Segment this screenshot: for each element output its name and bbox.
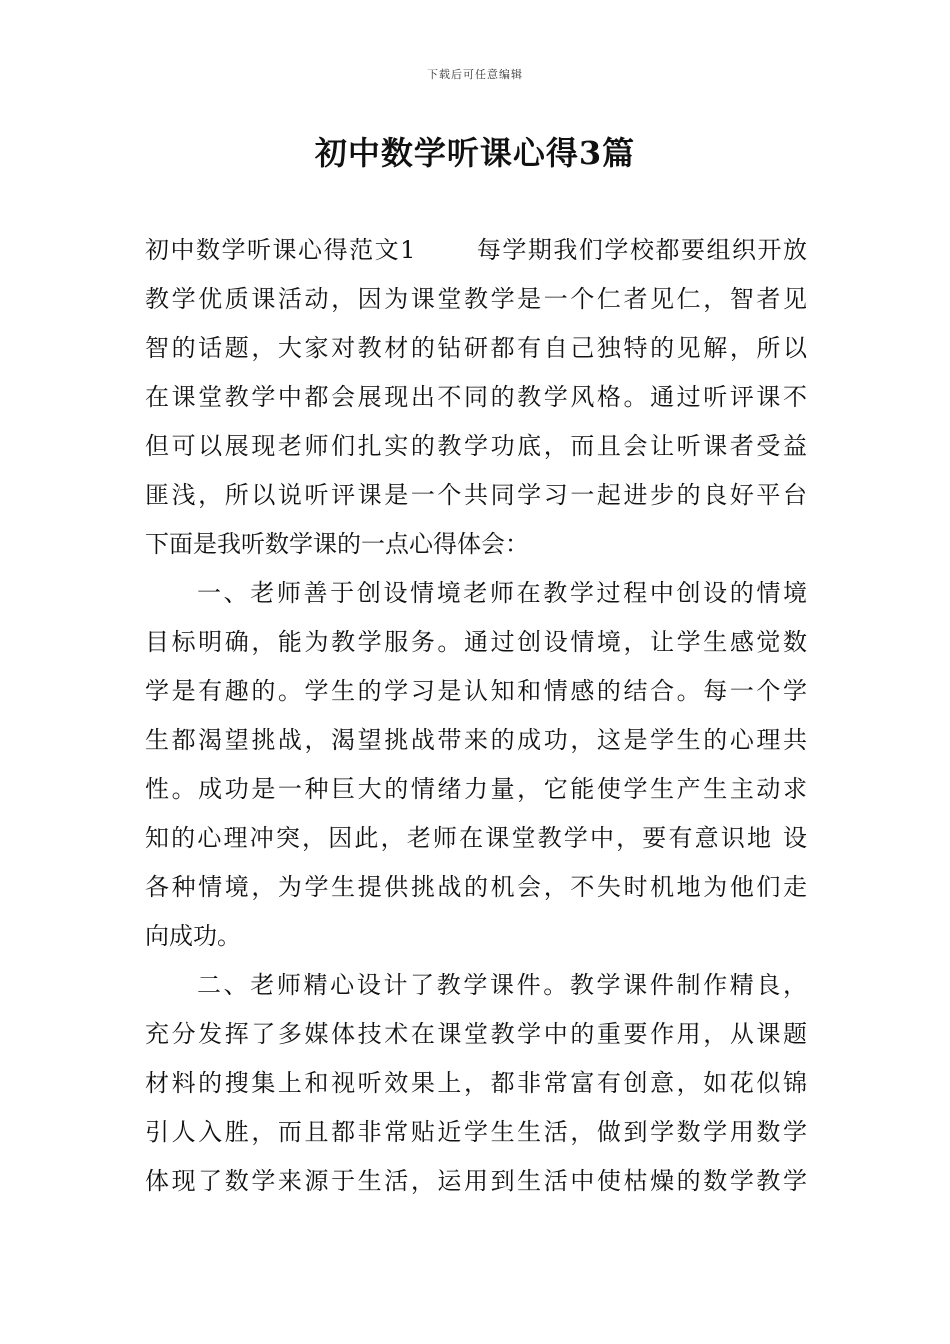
p2-line-1: 二、老师精心设计了教学课件。教学课件制作精良，: [197, 971, 807, 999]
p2-line-5: 体现了数学来源于生活，运用到生活中使枯燥的数学教学: [145, 1167, 807, 1195]
p2-line-4: 引人入胜，而且都非常贴近学生生活，做到学数学用数学: [145, 1118, 807, 1146]
p1-line-8: 向成功。: [145, 922, 241, 950]
p1-line-7: 各种情境，为学生提供挑战的机会，不失时机地为他们走: [145, 873, 807, 901]
p1-line-3: 学是有趣的。学生的学习是认知和情感的结合。每一个学: [145, 677, 807, 705]
intro-line-7: 下面是我听数学课的一点心得体会：: [145, 530, 529, 558]
intro-label: 初中数学听课心得范文1: [145, 236, 416, 264]
intro-line-2: 教学优质课活动，因为课堂教学是一个仁者见仁，智者见: [145, 285, 807, 313]
intro-line-5: 但可以展现老师们扎实的教学功底，而且会让听课者受益: [145, 432, 807, 460]
intro-line-1: [145, 226, 807, 275]
p1-line-4: 生都渴望挑战，渴望挑战带来的成功，这是学生的心理共: [145, 726, 807, 754]
intro-line-3: 智的话题，大家对教材的钻研都有自己独特的见解，所以: [145, 334, 807, 362]
p1-line-1: 一、老师善于创设情境老师在教学过程中创设的情境: [197, 579, 807, 607]
p1-line-6: 知的心理冲突，因此，老师在课堂教学中，要有意识地 设: [145, 824, 807, 852]
intro-line-6: 匪浅，所以说听评课是一个共同学习一起进步的良好平台: [145, 481, 807, 509]
intro-line-4: 在课堂教学中都会展现出不同的教学风格。通过听评课不: [145, 383, 807, 411]
p2-line-2: 充分发挥了多媒体技术在课堂教学中的重要作用，从课题: [145, 1020, 807, 1048]
document-body: [145, 226, 807, 1206]
p1-line-5: 性。成功是一种巨大的情绪力量，它能使学生产生主动求: [145, 775, 807, 803]
document-title: 初中数学听课心得3篇: [314, 134, 636, 172]
header-note: 下载后可任意编辑: [427, 68, 523, 81]
intro-line-1-text: 每学期我们学校都要组织开放: [475, 236, 807, 264]
p1-line-2: 目标明确，能为教学服务。通过创设情境，让学生感觉数: [145, 628, 807, 656]
p2-line-3: 材料的搜集上和视听效果上，都非常富有创意，如花似锦: [145, 1069, 807, 1097]
